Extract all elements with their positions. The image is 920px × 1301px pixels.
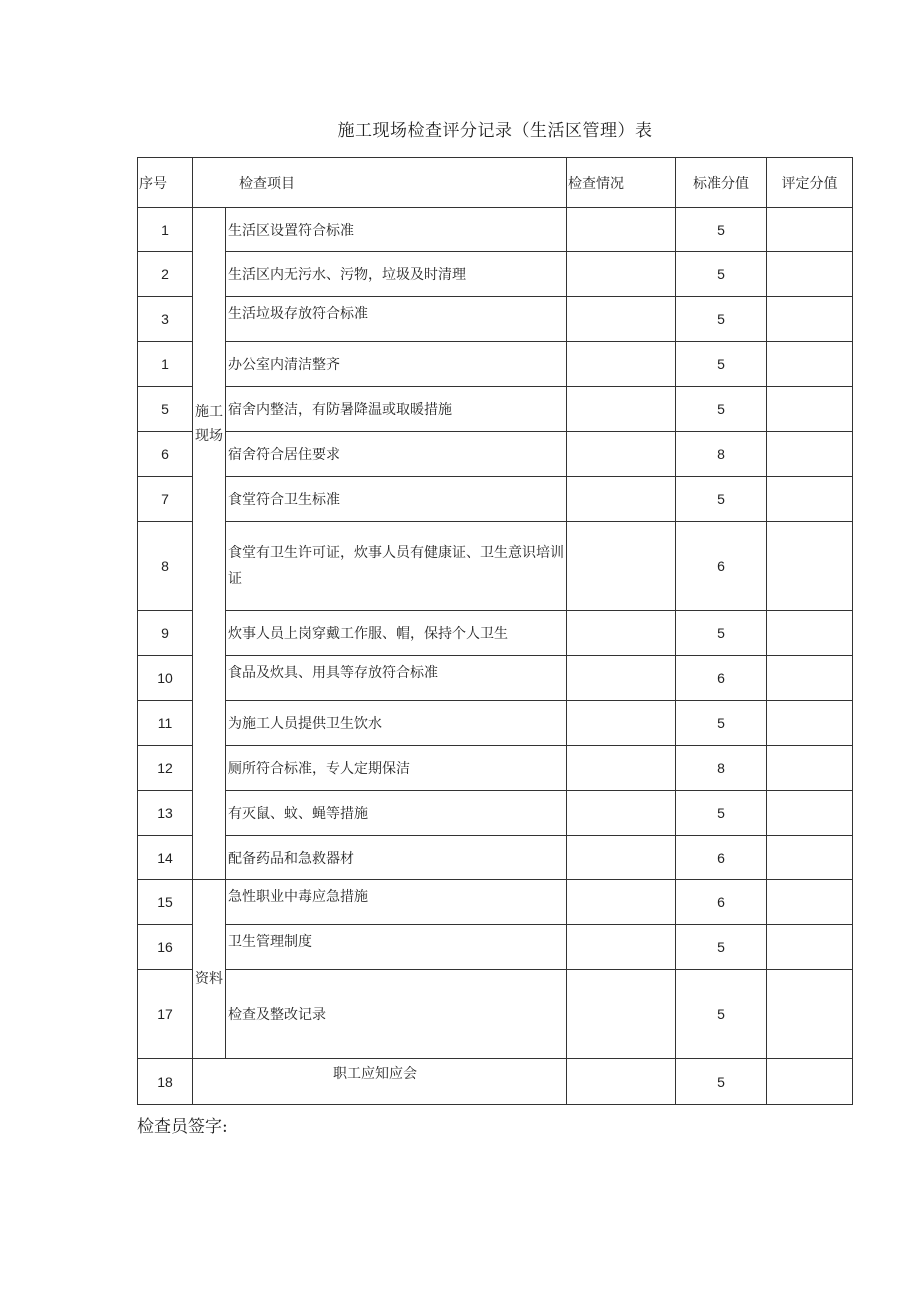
row-seq: 3 [138, 297, 193, 342]
group-site [193, 208, 226, 880]
row-condition-cell[interactable] [567, 701, 676, 746]
table-row [138, 656, 853, 701]
row-condition-cell[interactable] [567, 208, 676, 252]
table-row [138, 611, 853, 656]
row-item: 食堂有卫生许可证，炊事人员有健康证、卫生意识培训证 [226, 522, 567, 611]
row-standard-score: 5 [676, 701, 767, 746]
row-condition-cell[interactable] [567, 791, 676, 836]
header-row [138, 158, 853, 208]
row-evaluated-cell[interactable] [767, 432, 853, 477]
score-table [137, 157, 853, 1105]
row-condition-cell[interactable] [567, 880, 676, 925]
row-standard-score: 5 [676, 970, 767, 1059]
row-condition-cell[interactable] [567, 252, 676, 297]
row-evaluated-cell[interactable] [767, 970, 853, 1059]
table-row [138, 880, 853, 925]
row-item: 配备药品和急救器材 [226, 836, 567, 880]
row-seq: 16 [138, 925, 193, 970]
row-seq: 6 [138, 432, 193, 477]
row-evaluated-cell[interactable] [767, 836, 853, 880]
row-condition-cell[interactable] [567, 477, 676, 522]
row-evaluated-cell[interactable] [767, 522, 853, 611]
row-standard-score: 5 [676, 791, 767, 836]
row-standard-score: 6 [676, 836, 767, 880]
row-evaluated-cell[interactable] [767, 1059, 853, 1105]
row-condition-cell[interactable] [567, 522, 676, 611]
row-seq: 13 [138, 791, 193, 836]
row-standard-score: 5 [676, 297, 767, 342]
row-item: 食品及炊具、用具等存放符合标准 [226, 656, 567, 701]
row-condition-cell[interactable] [567, 970, 676, 1059]
row-evaluated-cell[interactable] [767, 387, 853, 432]
row-item: 为施工人员提供卫生饮水 [226, 701, 567, 746]
row-condition-cell[interactable] [567, 387, 676, 432]
row-condition-cell[interactable] [567, 432, 676, 477]
row-seq: 10 [138, 656, 193, 701]
row-item: 检查及整改记录 [226, 970, 567, 1059]
table-row [138, 432, 853, 477]
table-row [138, 701, 853, 746]
table-row [138, 208, 853, 252]
row-seq: 5 [138, 387, 193, 432]
row-condition-cell[interactable] [567, 297, 676, 342]
row-seq: 17 [138, 970, 193, 1059]
row-standard-score: 8 [676, 432, 767, 477]
row-seq: 2 [138, 252, 193, 297]
row-evaluated-cell[interactable] [767, 611, 853, 656]
row-evaluated-cell[interactable] [767, 208, 853, 252]
row-seq: 18 [138, 1059, 193, 1105]
table-row [138, 970, 853, 1059]
row-standard-score: 5 [676, 387, 767, 432]
header-standard: 标准分值 [676, 158, 767, 208]
row-evaluated-cell[interactable] [767, 252, 853, 297]
row-seq: 7 [138, 477, 193, 522]
row-evaluated-cell[interactable] [767, 791, 853, 836]
table-row [138, 342, 853, 387]
row-evaluated-cell[interactable] [767, 701, 853, 746]
row-condition-cell[interactable] [567, 1059, 676, 1105]
row-seq: 9 [138, 611, 193, 656]
table-row [138, 387, 853, 432]
group-site-line1: 施工 [195, 403, 223, 420]
row-seq: 15 [138, 880, 193, 925]
page-title: 施工现场检查评分记录（生活区管理）表 [337, 121, 653, 141]
header-condition: 检查情况 [567, 158, 676, 208]
row-evaluated-cell[interactable] [767, 925, 853, 970]
row-standard-score: 5 [676, 925, 767, 970]
row-standard-score: 5 [676, 208, 767, 252]
table-row [138, 791, 853, 836]
row-condition-cell[interactable] [567, 656, 676, 701]
row-item: 宿舍符合居住要求 [226, 432, 567, 477]
header-evaluated: 评定分值 [767, 158, 853, 208]
row-standard-score: 6 [676, 522, 767, 611]
row-condition-cell[interactable] [567, 611, 676, 656]
table-row [138, 925, 853, 970]
signature-label: 检查员签字: [137, 1117, 228, 1137]
row-item: 食堂符合卫生标准 [226, 477, 567, 522]
table-row [138, 252, 853, 297]
row-standard-score: 5 [676, 611, 767, 656]
row-standard-score: 6 [676, 656, 767, 701]
row-standard-score: 6 [676, 880, 767, 925]
table-row [138, 297, 853, 342]
row-condition-cell[interactable] [567, 342, 676, 387]
group-docs: 资料 [193, 880, 226, 1059]
row-item: 生活区设置符合标准 [226, 208, 567, 252]
row-standard-score: 5 [676, 1059, 767, 1105]
row-evaluated-cell[interactable] [767, 477, 853, 522]
table-row [138, 746, 853, 791]
row-seq: 11 [138, 701, 193, 746]
table-row [138, 477, 853, 522]
row-seq: 14 [138, 836, 193, 880]
row-item: 急性职业中毒应急措施 [226, 880, 567, 925]
row-item: 宿舍内整洁，有防暑降温或取暖措施 [226, 387, 567, 432]
row-evaluated-cell[interactable] [767, 342, 853, 387]
row-standard-score: 5 [676, 342, 767, 387]
row-seq: 8 [138, 522, 193, 611]
row-item: 办公室内清洁整齐 [226, 342, 567, 387]
row-item: 有灭鼠、蚊、蝇等措施 [226, 791, 567, 836]
row-seq: 12 [138, 746, 193, 791]
row-evaluated-cell[interactable] [767, 656, 853, 701]
table-row [138, 1059, 853, 1105]
row-standard-score: 8 [676, 746, 767, 791]
table-row [138, 522, 853, 611]
row-item: 厕所符合标准，专人定期保洁 [226, 746, 567, 791]
group-site-line2: 现场 [195, 427, 223, 444]
header-item: 检查项目 [193, 158, 567, 208]
row-evaluated-cell[interactable] [767, 297, 853, 342]
row-item: 炊事人员上岗穿戴工作服、帽，保持个人卫生 [226, 611, 567, 656]
row-standard-score: 5 [676, 252, 767, 297]
row-seq: 1 [138, 208, 193, 252]
row-item: 卫生管理制度 [226, 925, 567, 970]
row-seq: 1 [138, 342, 193, 387]
row-evaluated-cell[interactable] [767, 746, 853, 791]
row-item: 职工应知应会 [193, 1059, 567, 1105]
header-seq: 序号 [138, 158, 193, 208]
table-row [138, 836, 853, 880]
row-condition-cell[interactable] [567, 746, 676, 791]
row-condition-cell[interactable] [567, 836, 676, 880]
row-condition-cell[interactable] [567, 925, 676, 970]
row-evaluated-cell[interactable] [767, 880, 853, 925]
row-item: 生活垃圾存放符合标准 [226, 297, 567, 342]
row-standard-score: 5 [676, 477, 767, 522]
row-item: 生活区内无污水、污物，垃圾及时清理 [226, 252, 567, 297]
